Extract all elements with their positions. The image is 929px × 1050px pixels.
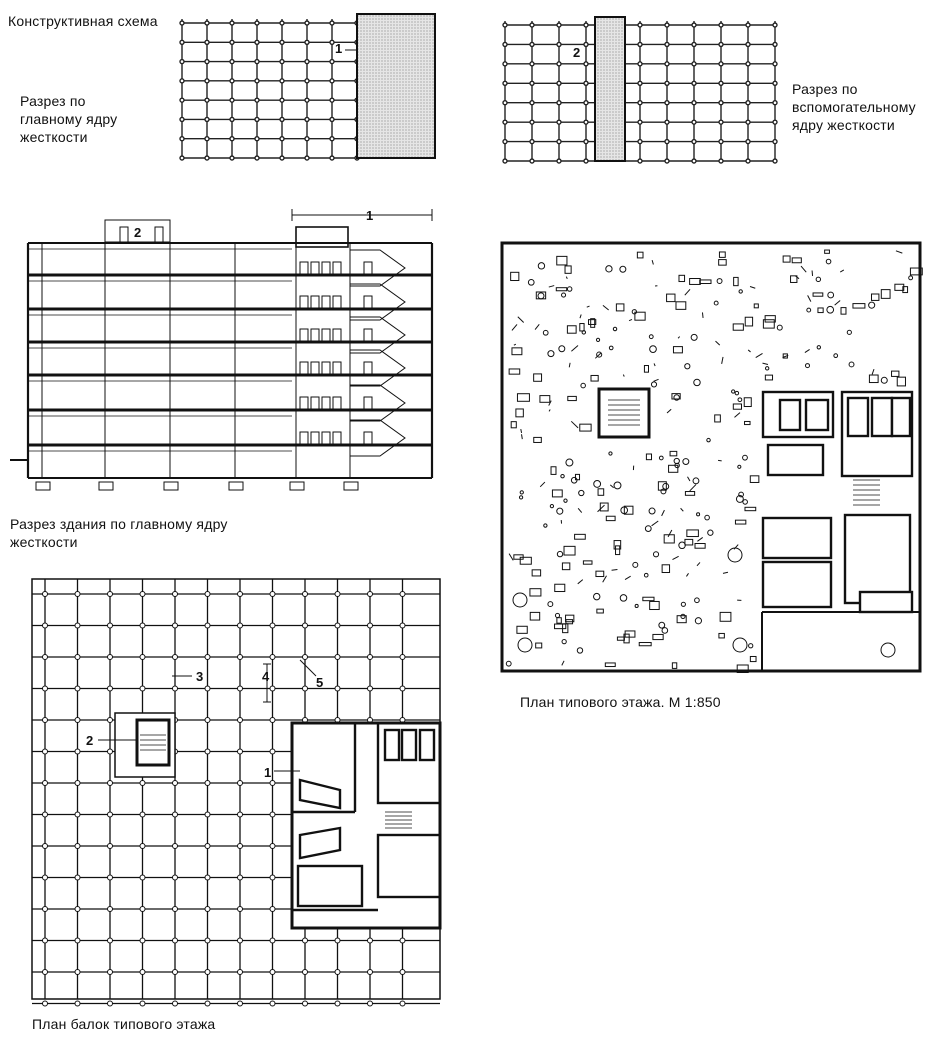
main-core-shaft (357, 14, 435, 158)
aux-core-stair (599, 389, 649, 437)
caption-text: Разрез здания по главному ядру жесткости (10, 516, 228, 550)
caption-text: План балок типового этажа (32, 1016, 216, 1032)
caption-text: Разрез по главному ядру жесткости (20, 93, 118, 145)
caption-text: Конструктивная схема (8, 13, 158, 29)
label-dimension-main-core: 1 (366, 208, 374, 223)
scheme-main-core (180, 14, 435, 160)
label-column-node: 5 (316, 675, 324, 690)
typical-floor-plan (502, 243, 922, 673)
caption-text: План типового этажа. М 1:850 (520, 694, 721, 710)
beam-plan (32, 579, 440, 1006)
building-section (10, 209, 432, 490)
label-beam-aux-core: 2 (86, 733, 94, 748)
label-beam: 3 (196, 669, 204, 684)
label-span: 4 (262, 669, 270, 684)
caption-text: Разрез по вспомогательному ядру жесткости (792, 81, 916, 133)
label-main-core-scheme: 1 (335, 41, 343, 56)
label-aux-core-scheme: 2 (573, 45, 581, 60)
label-beam-main-core: 1 (264, 765, 272, 780)
aux-core-shaft (595, 17, 625, 161)
label-roof-aux-core: 2 (134, 225, 142, 240)
scheme-aux-core (503, 17, 777, 163)
